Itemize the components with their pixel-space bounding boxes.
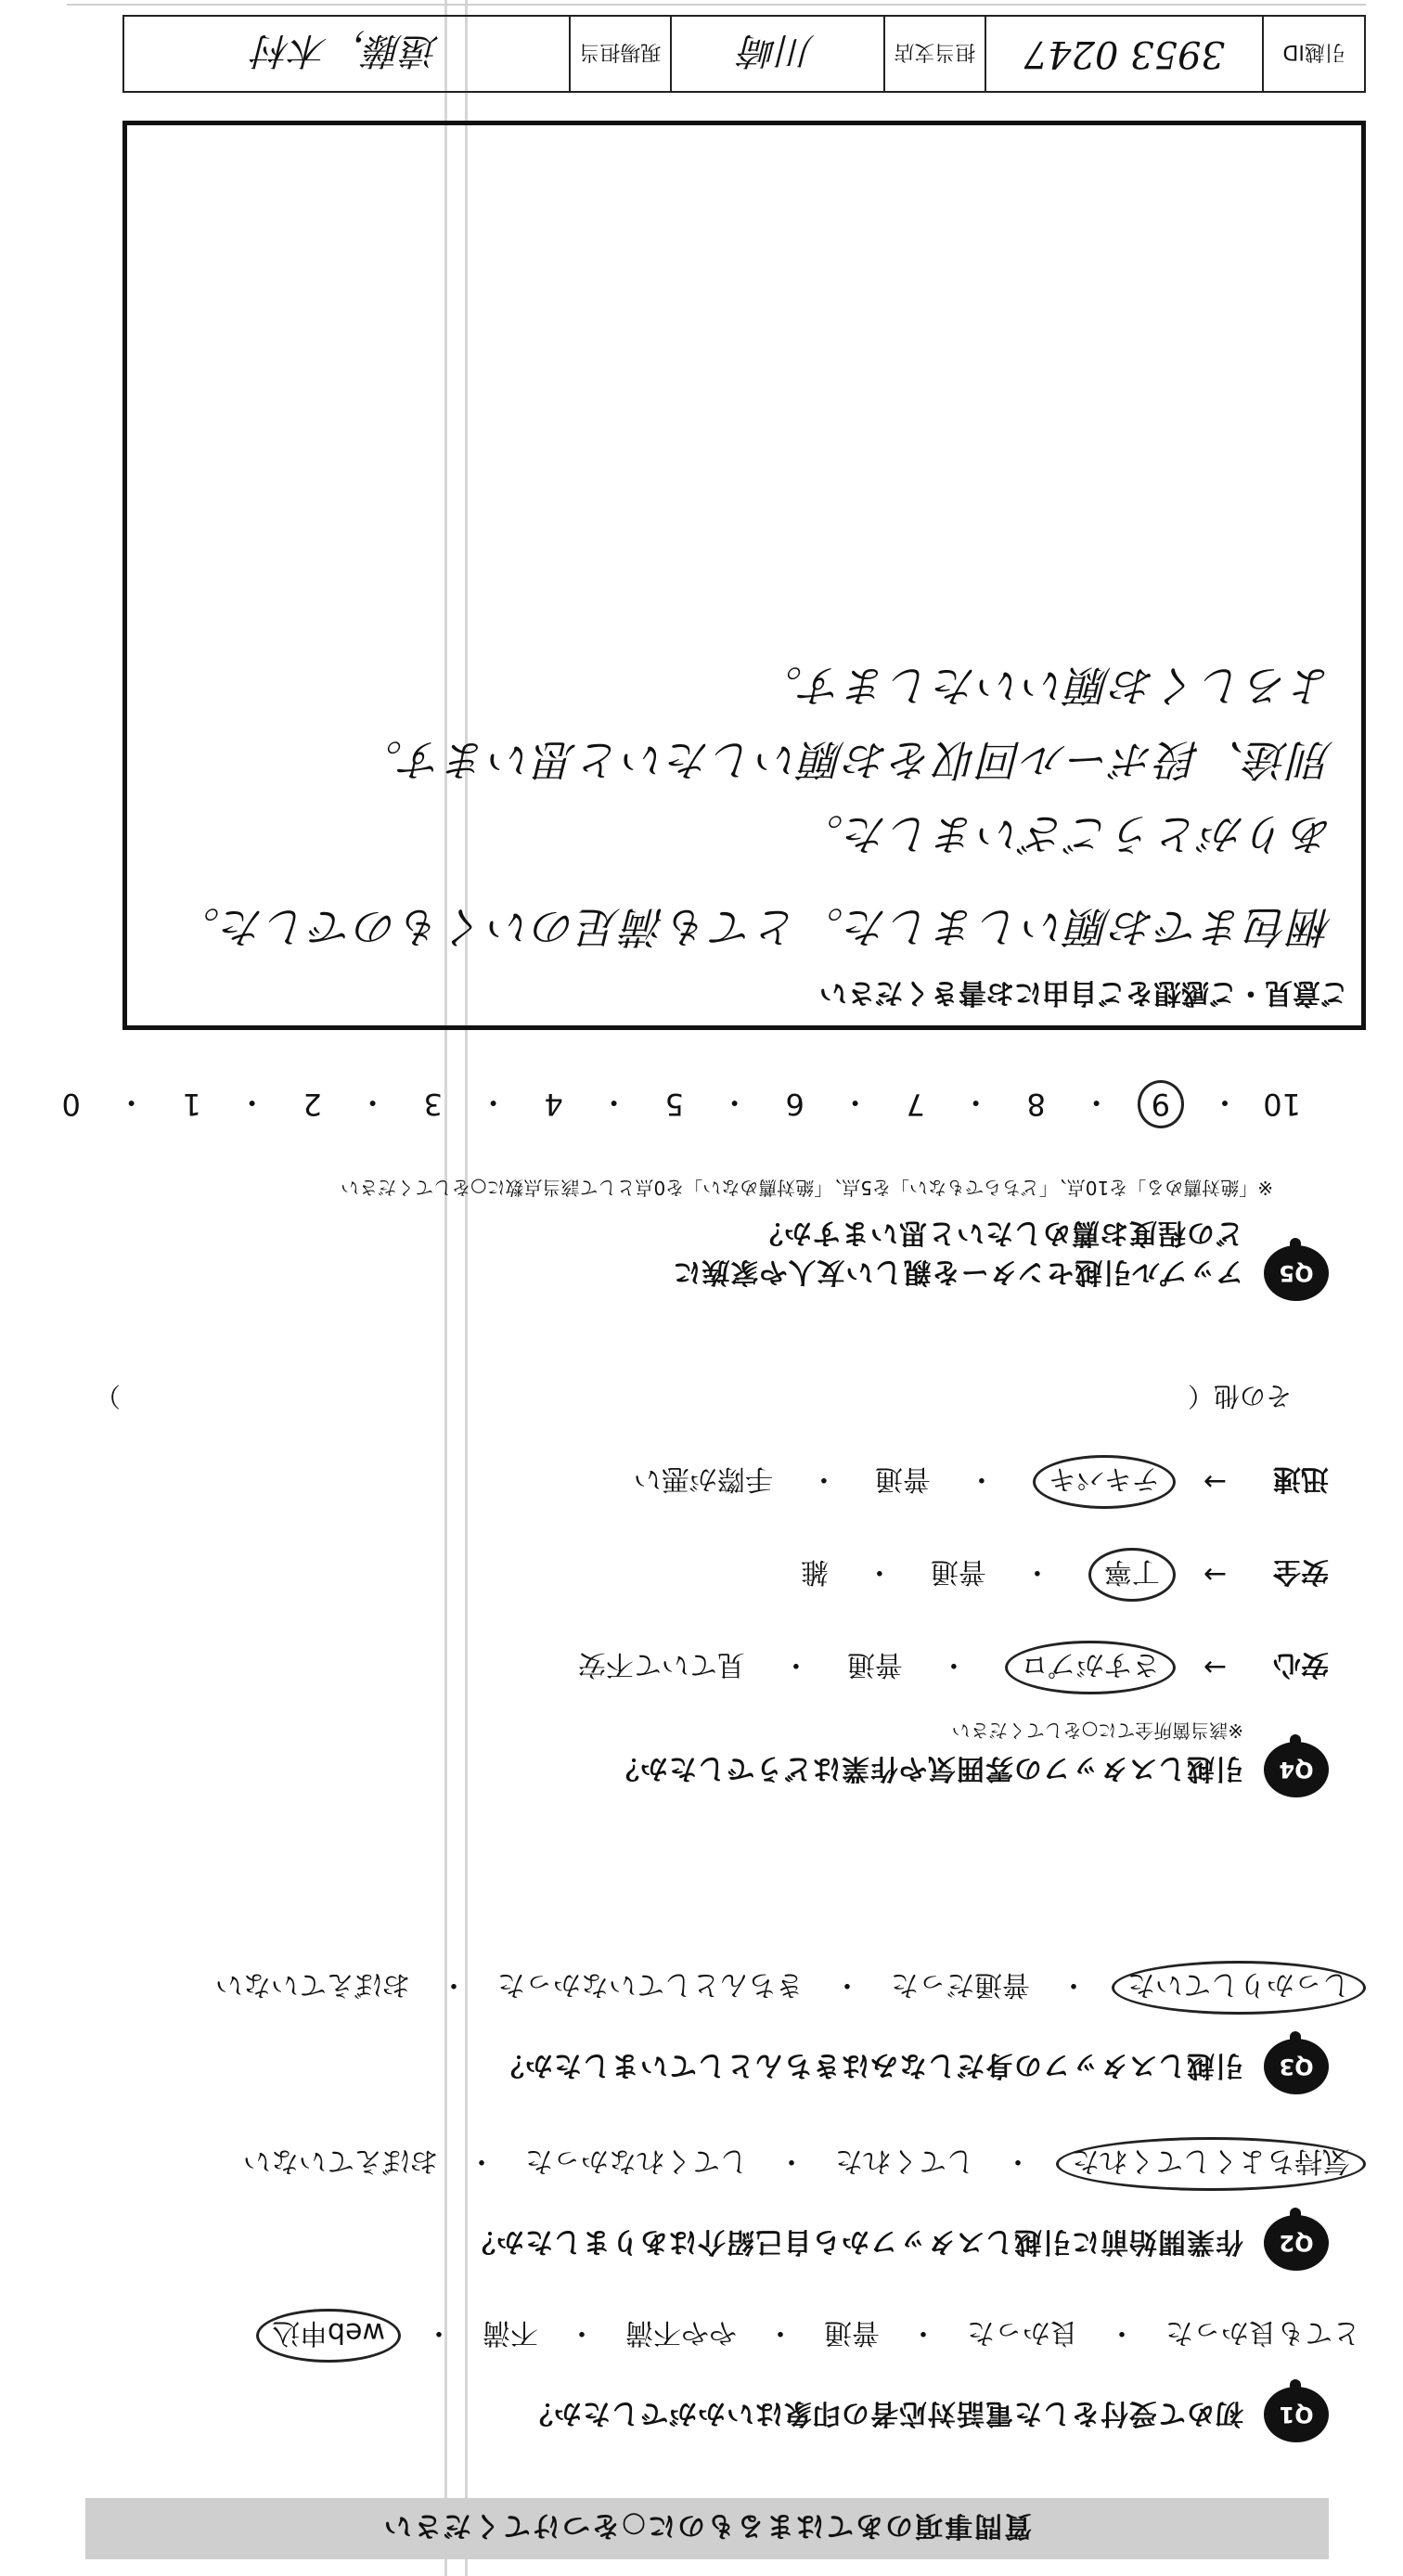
footer-branch-value: 川崎 — [670, 17, 882, 91]
q4-option-selected[interactable]: 丁寧 — [1088, 1548, 1176, 1602]
q1-option-selected[interactable]: web申込 — [256, 2309, 401, 2363]
q4-option[interactable]: 普通 — [846, 1648, 903, 1681]
q3-badge: Q3 — [1264, 2039, 1329, 2094]
q4-option[interactable]: 雑 — [800, 1555, 829, 1588]
q4-row-label: 安心 — [1273, 1648, 1329, 1681]
q2-option[interactable]: してくれた — [835, 2145, 974, 2177]
q5-score[interactable]: 7 — [906, 1087, 925, 1122]
q5-score[interactable]: 8 — [1026, 1087, 1046, 1122]
instruction-header: 質問事項のあてはまるものに○をつけてください — [85, 2498, 1329, 2559]
comment-line: 別途、段ボール回収をお願いしたいと思います。 — [357, 735, 1333, 785]
q1-option[interactable]: やや不満 — [625, 2316, 737, 2349]
q3-option[interactable]: 普通だった — [891, 1968, 1030, 2001]
q5-score[interactable]: 1 — [182, 1087, 201, 1122]
q5-score-selected[interactable]: 9 — [1138, 1080, 1184, 1128]
q5-score[interactable]: 10 — [1263, 1087, 1301, 1122]
q4-other-label: その他（ — [1187, 1381, 1292, 1411]
q3-options: しっかりしていた ・ 普通だった ・ きちんとしていなかった ・ おぼえていない — [210, 1961, 1366, 2015]
footer-team-value: 遠藤，木村 — [253, 29, 440, 72]
q3-option-selected[interactable]: しっかりしていた — [1112, 1961, 1366, 2015]
q4-row-anshin: 安心 → さすがプロ ・ 普通 ・ 見ていて不安 — [578, 1641, 1329, 1694]
q5-text-2: どの程度お薦めしたいと思いますか？ — [754, 1217, 1243, 1249]
q5-badge: Q5 — [1264, 1245, 1329, 1301]
q5-score[interactable]: 6 — [785, 1087, 804, 1122]
q2-option[interactable]: おぼえていない — [243, 2145, 438, 2177]
q2-option-selected[interactable]: 気持ちよくしてくれた — [1056, 2137, 1366, 2191]
q4-row-jinsoku: 迅速 → テキパキ ・ 普通 ・ 手際が悪い — [634, 1455, 1329, 1509]
q1-option[interactable]: とても良かった — [1165, 2316, 1360, 2349]
q4-option[interactable]: 普通 — [930, 1555, 986, 1588]
q4-option[interactable]: 見ていて不安 — [577, 1648, 745, 1681]
q1-option[interactable]: 良かった — [967, 2316, 1078, 2349]
comment-title: ご意見・ご感想をご自由にお書きください — [819, 976, 1348, 1009]
arrow-icon: → — [1203, 1558, 1227, 1591]
comment-line: ありがとうございました。 — [799, 809, 1333, 859]
footer-id-value: 3953 0247 — [985, 17, 1262, 91]
q1-badge: Q1 — [1264, 2387, 1329, 2442]
q4-other-close: ） — [94, 1381, 121, 1411]
q4-note: ※該当箇所全てに○をしてください — [951, 1719, 1243, 1742]
q4-option-selected[interactable]: テキパキ — [1033, 1455, 1176, 1509]
arrow-icon: → — [1203, 1651, 1227, 1684]
comment-line: 梱包までお願いしました。とても満足のいくものでした。 — [175, 902, 1333, 952]
footer-id-label: 引越ID — [1262, 17, 1364, 91]
q4-option-selected[interactable]: さすがプロ — [1005, 1641, 1176, 1694]
q1-text: 初めて受付をした電話対応者の印象はいかがでしたか？ — [524, 2397, 1243, 2429]
q1-option[interactable]: 普通 — [824, 2316, 880, 2349]
q5-text: アップル引越センターを親しい友人や家族に — [672, 1256, 1243, 1288]
q5-score[interactable]: 3 — [423, 1087, 443, 1122]
footer-team-label: 現場担当 — [569, 17, 671, 91]
staff-table — [122, 15, 1366, 93]
scan-edge — [67, 4, 1366, 6]
footer-branch-label: 担当支店 — [883, 17, 985, 91]
q2-text: 作業開始前に引越しスタッフから自己紹介はありましたか？ — [467, 2225, 1243, 2258]
q1-option[interactable]: 不満 — [483, 2316, 538, 2349]
q5-score[interactable]: 5 — [664, 1087, 684, 1122]
q5-score[interactable]: 4 — [544, 1087, 563, 1122]
q3-option[interactable]: きちんとしていなかった — [497, 1968, 804, 2001]
comment-box[interactable] — [122, 121, 1366, 1030]
q4-row-label: 迅速 — [1273, 1462, 1329, 1495]
q4-option[interactable]: 手際が悪い — [633, 1462, 773, 1495]
q2-option[interactable]: してくれなかった — [525, 2145, 748, 2177]
q1-options: とても良かった ・ 良かった ・ 普通 ・ やや不満 ・ 不満 ・ web申込 — [256, 2309, 1366, 2363]
q5-score[interactable]: 0 — [61, 1087, 81, 1122]
q3-text: 引越しスタッフの身だしなみはきちんとしていましたか？ — [496, 2049, 1243, 2081]
q4-option[interactable]: 普通 — [874, 1462, 931, 1495]
comment-line: よろしくお願いいたします。 — [757, 661, 1333, 711]
q4-other — [95, 1379, 1292, 1416]
q2-badge: Q2 — [1264, 2215, 1329, 2271]
q4-badge: Q4 — [1264, 1742, 1329, 1797]
q3-option[interactable]: おぼえていない — [215, 1968, 410, 2001]
q5-scale: 10 ・ 9 ・ 8 ・ 7 ・ 6 ・ 5 ・ 4 ・ 3 ・ 2 ・ 1 ・ 0 — [56, 1080, 1301, 1128]
q5-score[interactable]: 2 — [302, 1087, 322, 1122]
q5-note: ※「絶対薦める」を10点、「どちらでもない」を5点、「絶対薦めない」を0点として該当点数に○をしてください — [341, 1177, 1273, 1199]
q4-row-anzen: 安全 → 丁寧 ・ 普通 ・ 雑 — [801, 1548, 1329, 1602]
arrow-icon: → — [1203, 1465, 1227, 1499]
q4-row-label: 安全 — [1273, 1555, 1329, 1588]
q4-text: 引越しスタッフの雰囲気や作業はどうでしたか？ — [611, 1752, 1243, 1784]
q2-options: 気持ちよくしてくれた ・ してくれた ・ してくれなかった ・ おぼえていない — [238, 2137, 1366, 2191]
